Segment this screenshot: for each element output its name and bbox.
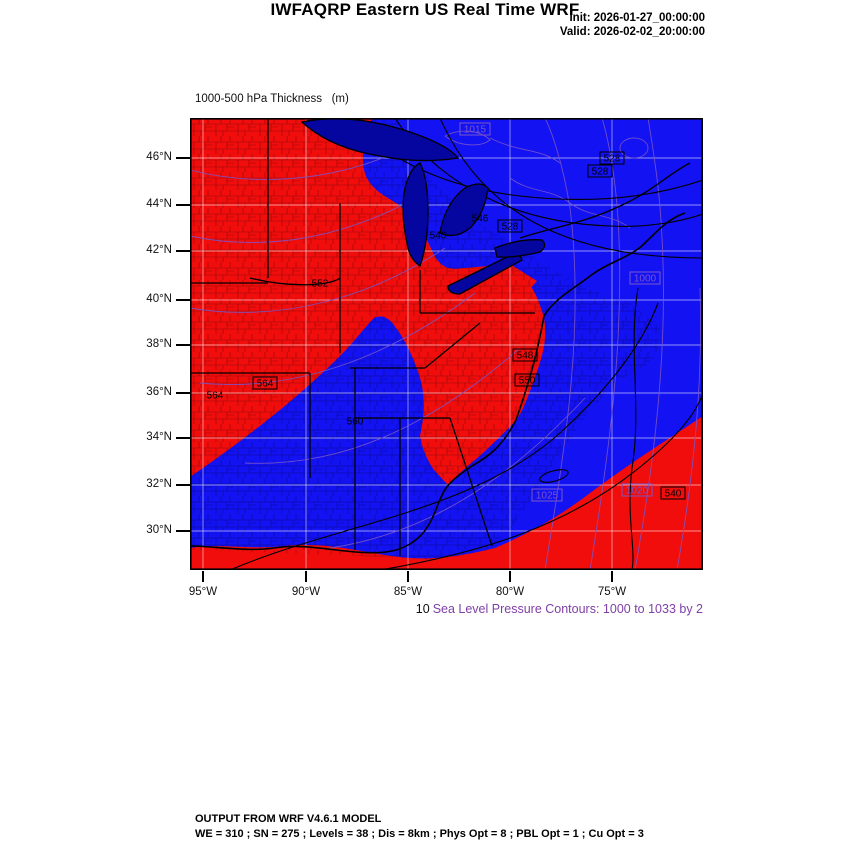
contour-label: 564: [256, 378, 274, 390]
lon-tick: [407, 571, 409, 582]
slp-note-text: Sea Level Pressure Contours: 1000 to 1033 by 2: [432, 602, 703, 616]
slp-contour-note: [190, 602, 703, 616]
lon-label: 75°W: [597, 586, 627, 598]
lat-label: 32°N: [146, 478, 172, 490]
lat-label: 30°N: [146, 524, 172, 536]
lon-tick: [611, 571, 613, 582]
lat-tick: [176, 204, 190, 206]
lat-tick: [176, 344, 190, 346]
contour-label: 540: [429, 230, 447, 242]
contour-label: 1020: [625, 485, 649, 497]
contour-label: 1015: [463, 124, 487, 136]
lon-tick: [509, 571, 511, 582]
lat-label: 40°N: [146, 293, 172, 305]
lat-label: 42°N: [146, 244, 172, 256]
slp-note-prefix: 10: [415, 602, 430, 616]
contour-label: 552: [311, 278, 329, 290]
model-times: [560, 11, 705, 40]
lat-tick: [176, 392, 190, 394]
model-footer: [195, 812, 644, 842]
lat-tick: [176, 299, 190, 301]
contour-label: 1000: [633, 273, 657, 285]
lat-tick: [176, 437, 190, 439]
weather-map: [190, 118, 703, 570]
lat-tick: [176, 484, 190, 486]
contour-label: 550: [518, 375, 536, 387]
lat-label: 46°N: [146, 151, 172, 163]
init-time: Init: 2026-01-27_00:00:00: [569, 12, 705, 24]
lon-tick: [305, 571, 307, 582]
contour-label: 540: [664, 488, 682, 500]
lon-label: 85°W: [393, 586, 423, 598]
lon-label: 95°W: [188, 586, 218, 598]
legend-line-thickness-1: 1000-500 hPa Thickness (m): [195, 92, 349, 105]
contour-label: 560: [346, 416, 364, 428]
lat-tick: [176, 250, 190, 252]
footer-model-line: OUTPUT FROM WRF V4.6.1 MODEL: [195, 813, 382, 825]
lat-label: 38°N: [146, 338, 172, 350]
contour-label: 1025: [535, 490, 559, 502]
lat-label: 36°N: [146, 386, 172, 398]
lat-tick: [176, 157, 190, 159]
lon-label: 80°W: [495, 586, 525, 598]
lat-label: 34°N: [146, 431, 172, 443]
footer-config-line: WE = 310 ; SN = 275 ; Levels = 38 ; Dis = 8km ; Phys Opt = 8 ; PBL Opt = 1 ; Cu Opt = 3: [195, 827, 644, 840]
contour-label: 528: [501, 221, 519, 233]
lon-label: 90°W: [291, 586, 321, 598]
lat-label: 44°N: [146, 198, 172, 210]
valid-time: Valid: 2026-02-02_20:00:00: [559, 26, 705, 39]
lat-tick: [176, 530, 190, 532]
contour-label: 528: [603, 153, 621, 165]
contour-label: 564: [206, 390, 224, 402]
contour-label: 548: [516, 350, 534, 362]
contour-label: 528: [591, 166, 609, 178]
map-canvas: [190, 118, 703, 570]
contour-label: 546: [471, 213, 489, 225]
lon-tick: [202, 571, 204, 582]
page-title: IWFAQRP Eastern US Real Time WRF: [270, 0, 580, 19]
